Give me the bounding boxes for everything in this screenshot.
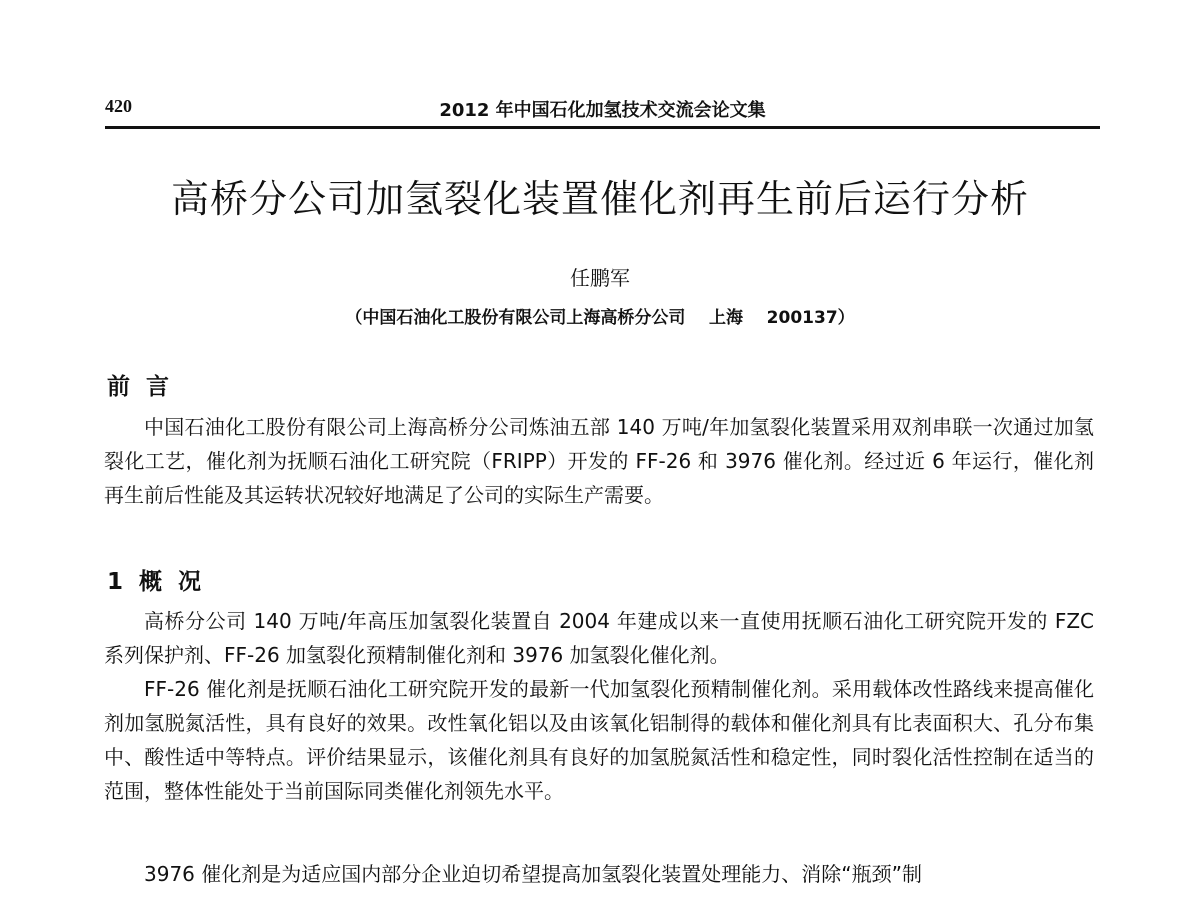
section-heading-overview: 1 概 况 xyxy=(107,569,206,595)
paragraph: 高桥分公司 140 万吨/年高压加氢裂化装置自 2004 年建成以来一直使用抚顺石油化工研究院开发的 FZC 系列保护剂、FF-26 加氢裂化预精制催化剂和 3976 加氢裂化催化剂。 xyxy=(104,609,1094,667)
article-title: 高桥分公司加氢裂化装置催化剂再生前后运行分析 xyxy=(170,177,1029,221)
paragraph: FF-26 催化剂是抚顺石油化工研究院开发的最新一代加氢裂化预精制催化剂。采用载体改性路线来提高催化剂加氢脱氮活性，具有良好的效果。改性氧化铝以及由该氧化铝制得的载体和催化剂具有比表面积大、孔分布集中、酸性适中等特点。评价结果显示，该催化剂具有良好的加氢脱氮活性和稳定性，同时裂化活性控制在适当的范围，整体性能处于当前国际同类催化剂领先水平。 xyxy=(104,677,1094,803)
paragraph: 3976 催化剂是为适应国内部分企业迫切希望提高加氢裂化装置处理能力、消除“瓶颈”制 xyxy=(144,862,922,886)
journal-title: 2012 年中国石化加氢技术交流会论文集 xyxy=(439,100,766,121)
article-author: 任鹏军 xyxy=(570,266,630,290)
section-heading-foreword: 前 言 xyxy=(107,374,174,400)
author-affiliation: （中国石油化工股份有限公司上海高桥分公司 上海 200137） xyxy=(345,308,855,328)
running-header xyxy=(105,92,1100,129)
page-number: 420 xyxy=(105,96,132,116)
paragraph: 中国石油化工股份有限公司上海高桥分公司炼油五部 140 万吨/年加氢裂化装置采用双剂串联一次通过加氢裂化工艺，催化剂为抚顺石油化工研究院（FRIPP）开发的 FF-26 和 3976 催化剂。经过近 6 年运行，催化剂再生前后性能及其运转状况较好地满足了公司的实际生产需要。 xyxy=(104,415,1094,507)
